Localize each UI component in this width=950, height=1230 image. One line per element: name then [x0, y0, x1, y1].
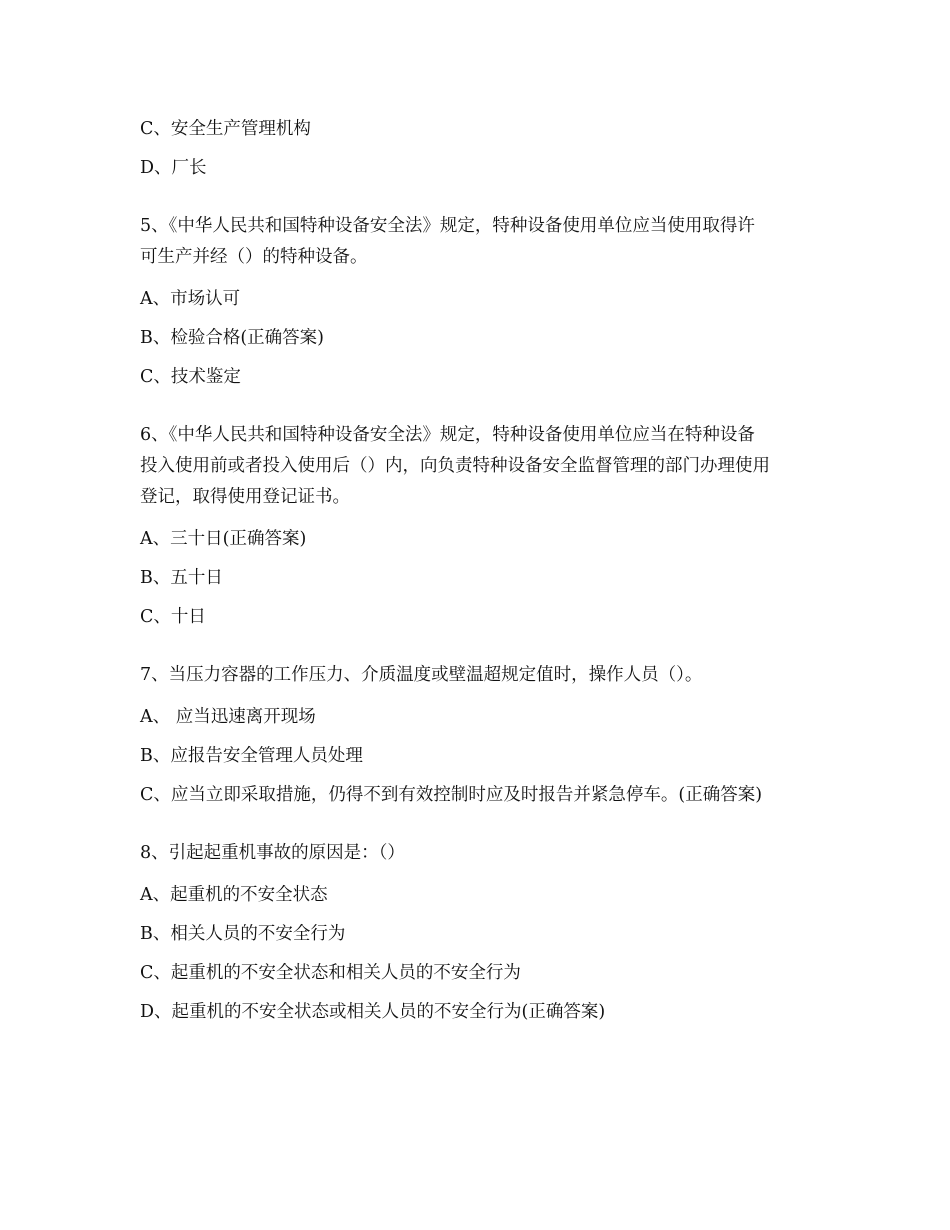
option-c: C、安全生产管理机构 [140, 119, 311, 139]
option-a: A、市场认可 [140, 289, 241, 309]
question-text: 投入使用前或者投入使用后（）内，向负责特种设备安全监督管理的部门办理使用 [140, 456, 770, 476]
option-b: B、检验合格(正确答案) [140, 328, 325, 348]
option-c: C、起重机的不安全状态和相关人员的不安全行为 [140, 963, 521, 983]
question-text: 6、《中华人民共和国特种设备安全法》规定，特种设备使用单位应当在特种设备 [140, 425, 755, 445]
option-c: C、技术鉴定 [140, 367, 241, 387]
question-text: 可生产并经（）的特种设备。 [140, 247, 368, 267]
option-d: D、起重机的不安全状态或相关人员的不安全行为(正确答案) [140, 1002, 606, 1022]
option-b: B、相关人员的不安全行为 [140, 924, 346, 944]
option-b: B、五十日 [140, 568, 223, 588]
question-5 [140, 211, 820, 273]
question-text: 5、《中华人民共和国特种设备安全法》规定，特种设备使用单位应当使用取得许 [140, 216, 755, 236]
question-6 [140, 420, 820, 513]
document-content [140, 116, 820, 1038]
option-a: A、三十日(正确答案) [140, 529, 307, 549]
question-8 [140, 838, 820, 869]
option-a: A、起重机的不安全状态 [140, 885, 328, 905]
option-a: A、 应当迅速离开现场 [140, 707, 316, 727]
question-7 [140, 660, 820, 691]
option-c: C、应当立即采取措施，仍得不到有效控制时应及时报告并紧急停车。(正确答案) [140, 785, 763, 805]
option-c: C、十日 [140, 607, 206, 627]
question-text: 7、当压力容器的工作压力、介质温度或壁温超规定值时，操作人员（）。 [140, 665, 703, 685]
option-d: D、厂长 [140, 158, 207, 178]
option-b: B、应报告安全管理人员处理 [140, 746, 363, 766]
question-text: 登记，取得使用登记证书。 [140, 487, 350, 507]
question-text: 8、引起起重机事故的原因是：（） [140, 843, 405, 863]
